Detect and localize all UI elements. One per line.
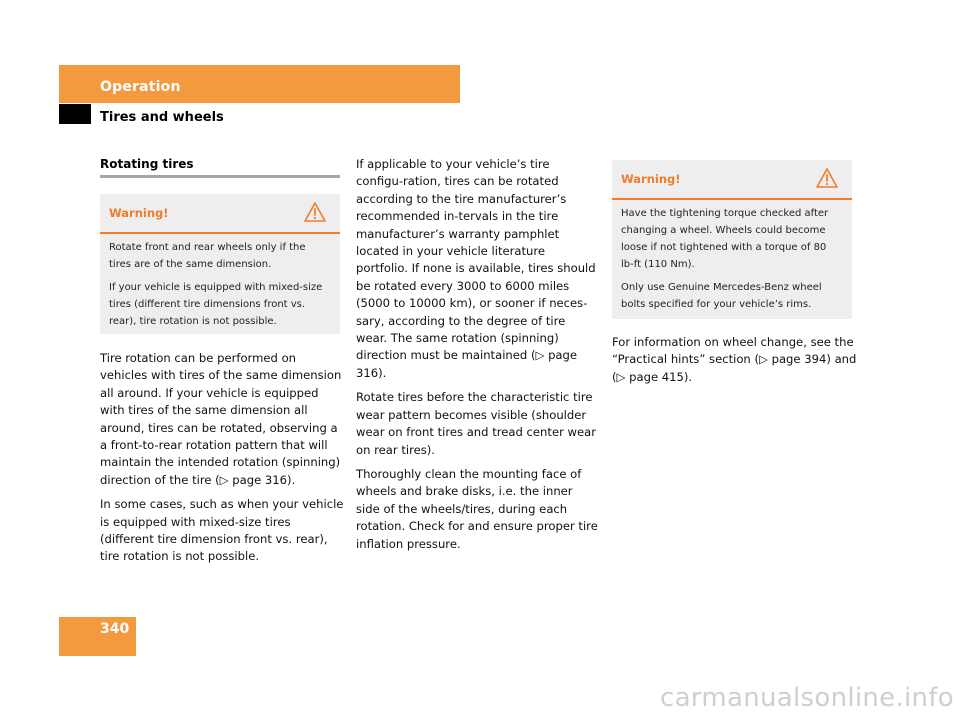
section-heading: Rotating tires (100, 157, 194, 171)
column-middle-text (356, 156, 598, 560)
paragraph: Tire rotation can be performed on vehicles with tires of the same dimension all around. If your vehicle is equipped with tires of the same dimension all around, tires can be rotated, observing a a front-to-rear rotation pattern that will maintain the intended rotation (spinning) direction of the tire (▷ page 316). (100, 351, 342, 487)
paragraph: In some cases, such as when your vehicle is equipped with mixed-size tires (different tire dimension front vs. rear), tire rotation is not possible. (100, 497, 344, 564)
watermark: carmanualsonline.info (659, 683, 954, 713)
section-subtitle: Tires and wheels (100, 110, 224, 125)
warning-box-rotation (100, 194, 340, 334)
warning-header (100, 194, 340, 234)
page-number: 340 (100, 621, 130, 637)
warning-paragraph: If your vehicle is equipped with mixed-size tires (different tire dimensions front vs. rear), tire rotation is not possible. (109, 282, 323, 327)
warning-triangle-icon (304, 201, 326, 223)
warning-body (100, 234, 340, 338)
paragraph: Thoroughly clean the mounting face of wheels and brake disks, i.e. the inner side of the wheels/tires, during each rotation. Check for and ensure proper tire inflation pressure. (356, 466, 598, 551)
warning-paragraph: Rotate front and rear wheels only if the tires are of the same dimension. (109, 242, 306, 270)
column-left-text (100, 350, 345, 573)
paragraph: For information on wheel change, see the “Practical hints” section (▷ page 394) and (▷ page 415). (612, 335, 857, 384)
warning-triangle-icon (816, 167, 838, 189)
warning-title: Warning! (109, 206, 169, 220)
warning-paragraph: Have the tightening torque checked after changing a wheel. Wheels could become loose if not tightened with a torque of 80 lb-ft (110 Nm). (621, 208, 829, 270)
warning-body (612, 200, 852, 321)
warning-title: Warning! (621, 172, 681, 186)
section-divider (100, 175, 340, 178)
column-right-text (612, 334, 857, 393)
paragraph: Rotate tires before the characteristic tire wear pattern becomes visible (shoulder wear on front tires and tread center wear on rear tires). (356, 390, 597, 457)
warning-header (612, 160, 852, 200)
warning-paragraph: Only use Genuine Mercedes-Benz wheel bolts specified for your vehicle’s rims. (621, 282, 822, 310)
warning-box-torque (612, 160, 852, 319)
paragraph: If applicable to your vehicle’s tire configu-ration, tires can be rotated according to the tire manufacturer’s recommended in-tervals in the tire manufacturer’s warranty pamphlet located in your vehicle literature portfolio. If none is available, tires should be rotated every 3000 to 6000 miles (5000 to 10000 km), or sooner if neces-sary, according to the degree of tire wear. The same rotation (spinning) direction must be maintained (▷ page 316). (356, 157, 596, 380)
section-marker (59, 104, 91, 124)
chapter-title: Operation (100, 79, 181, 95)
